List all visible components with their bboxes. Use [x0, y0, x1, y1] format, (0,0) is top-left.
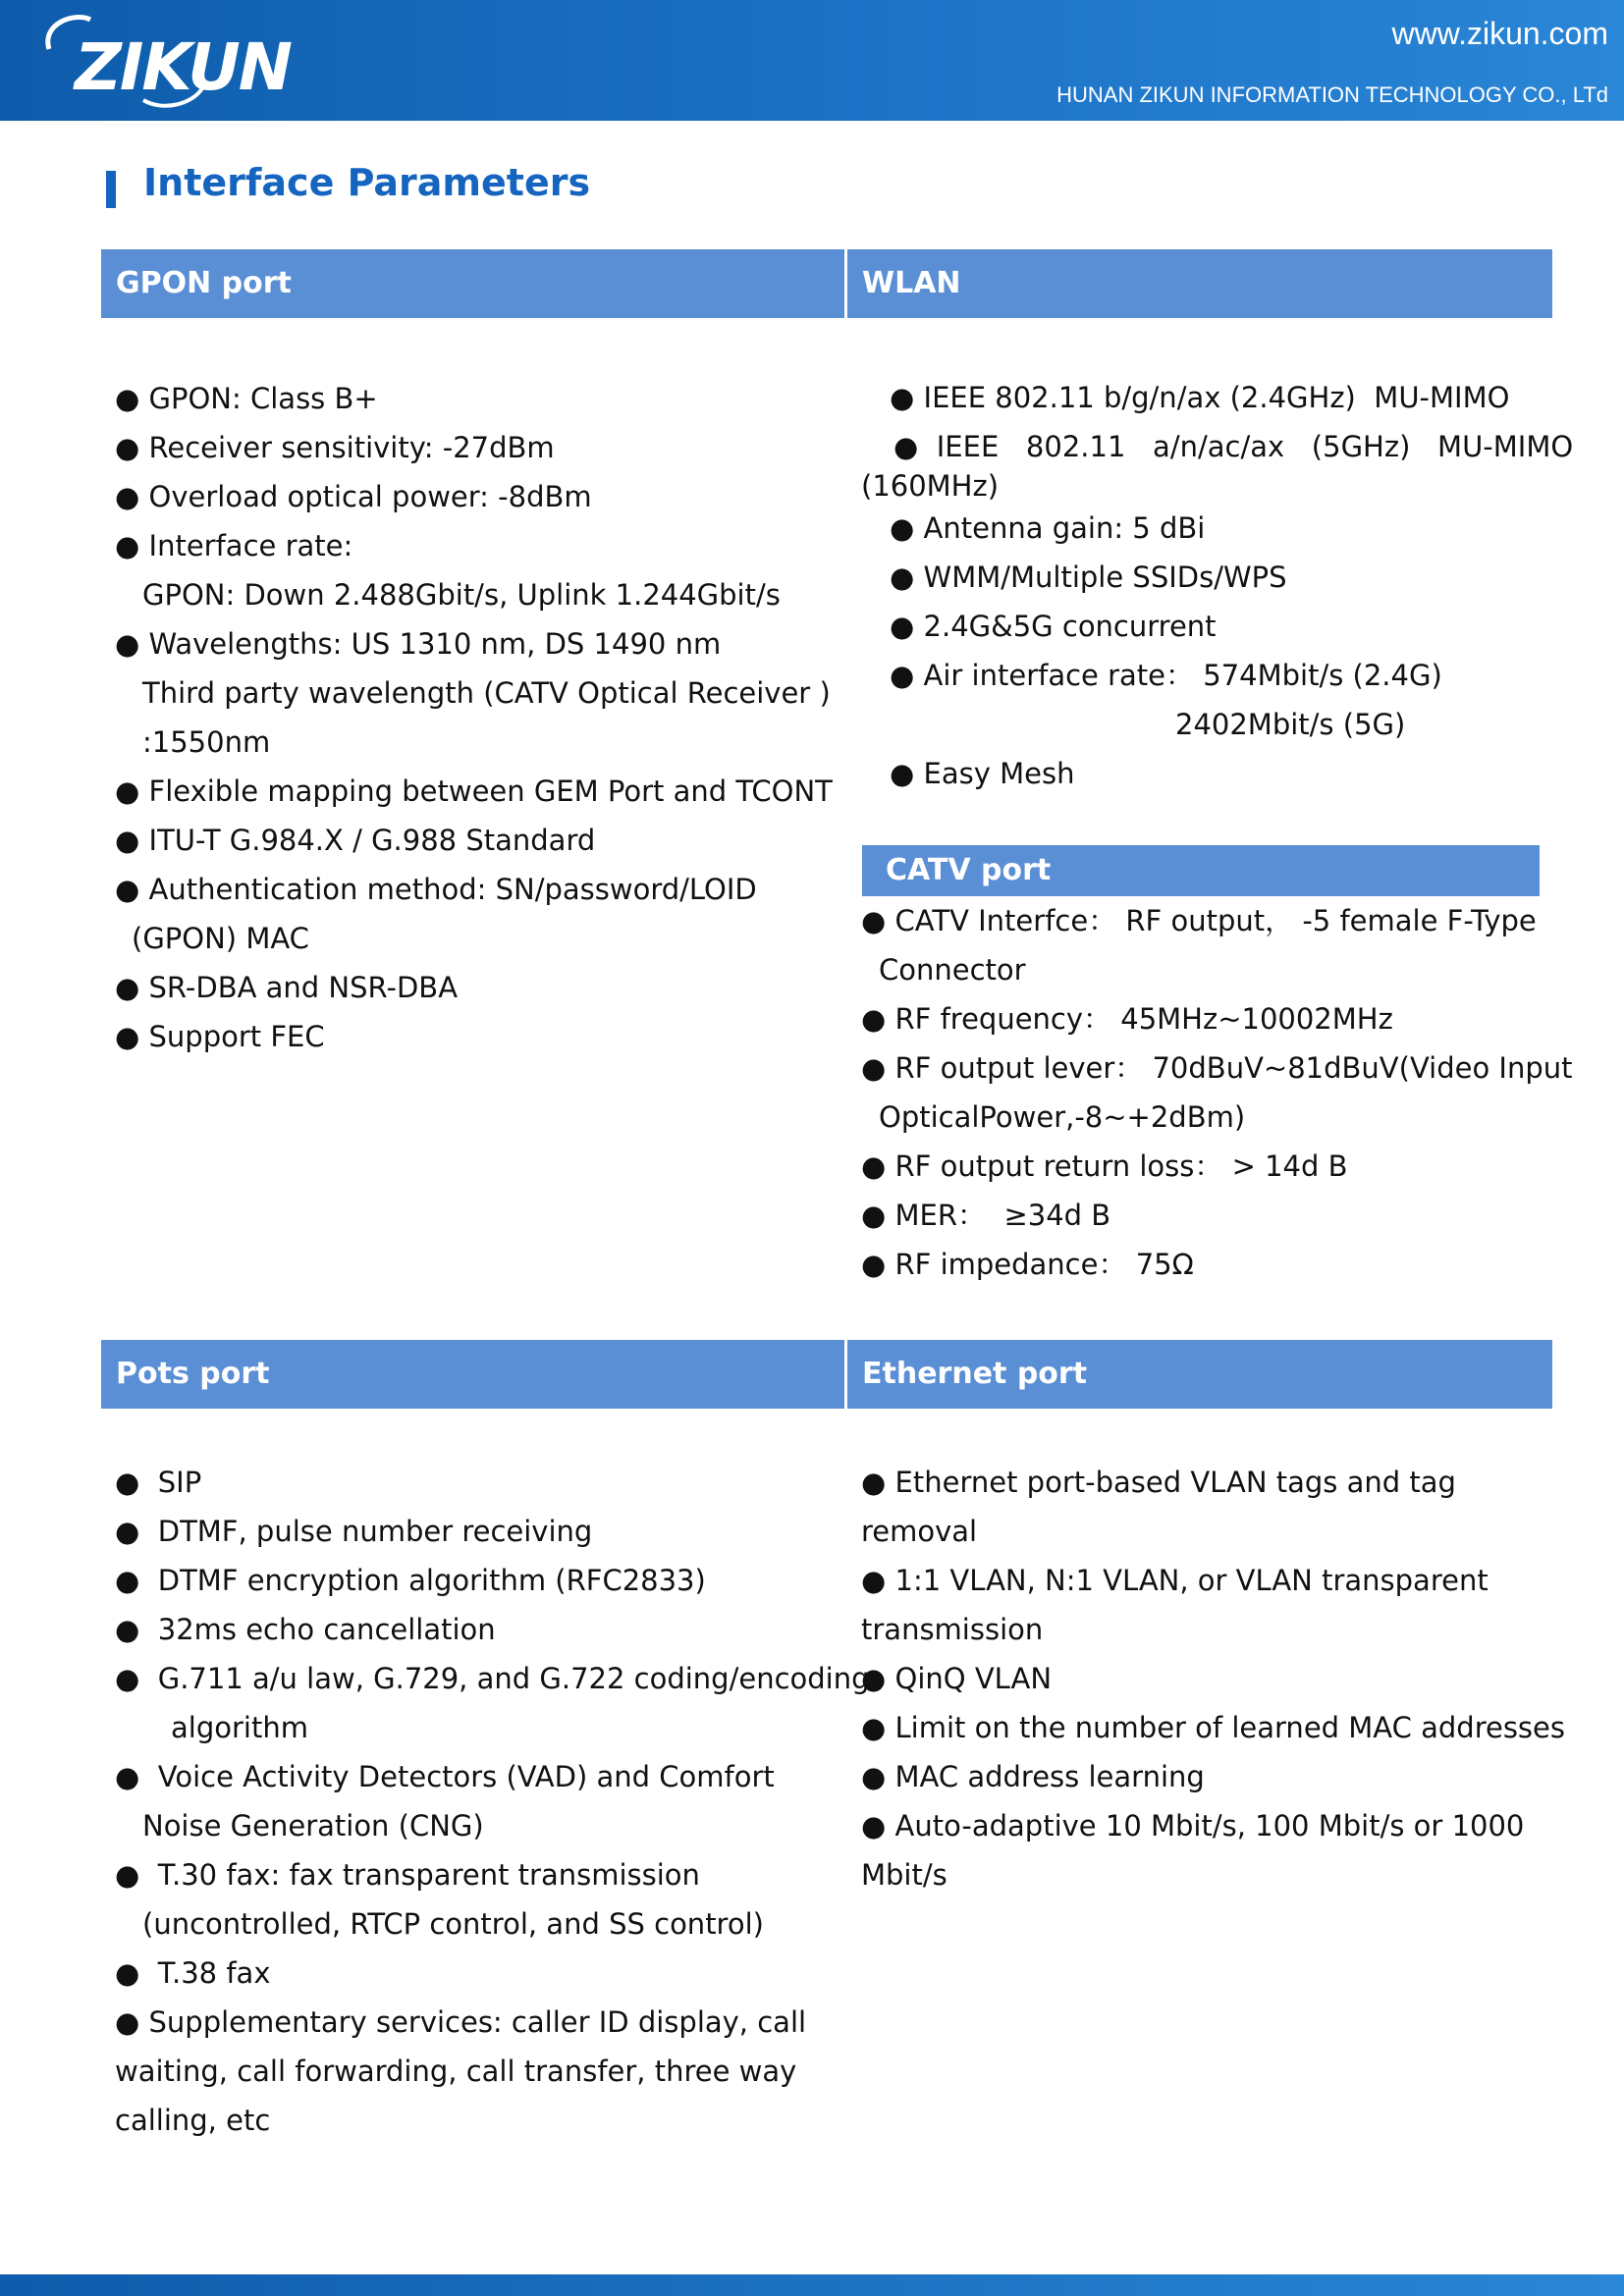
footer-bar: [0, 2274, 1624, 2296]
logo-text: ZIKUN: [75, 29, 292, 105]
ethernet-line: ● Auto-adaptive 10 Mbit/s, 100 Mbit/s or 1000: [861, 1809, 1525, 1842]
catv-line: ● RF output lever： 70dBuV~81dBuV(Video Input: [861, 1051, 1573, 1085]
gpon-line: ● ITU-T G.984.X / G.988 Standard: [115, 824, 596, 857]
wlan-line: 2402Mbit/s (5G): [1175, 708, 1406, 741]
pots-line: ● T.38 fax: [115, 1956, 271, 1990]
gpon-line: ● Interface rate:: [115, 529, 353, 562]
zikun-logo: [35, 10, 292, 116]
gpon-line: :1550nm: [142, 725, 271, 759]
gpon-line: ● Receiver sensitivity: -27dBm: [115, 431, 555, 464]
gpon-line: ● Support FEC: [115, 1020, 325, 1053]
ethernet-line: ● QinQ VLAN: [861, 1662, 1053, 1695]
gpon-line: Third party wavelength (CATV Optical Receiver ): [142, 676, 831, 710]
wlan-line: ● IEEE 802.11 a/n/ac/ax (5GHz) MU-MIMO: [893, 430, 1574, 463]
pots-line: ● SIP: [115, 1466, 202, 1499]
gpon-port-heading: GPON port: [101, 249, 844, 318]
wlan-line: ● Easy Mesh: [890, 757, 1075, 790]
wlan-heading: WLAN: [847, 249, 1552, 318]
gpon-line: (GPON) MAC: [132, 922, 309, 955]
gpon-line: ● Wavelengths: US 1310 nm, DS 1490 nm: [115, 627, 722, 661]
ethernet-line: removal: [861, 1515, 978, 1548]
catv-line: ● MER： ≥34d B: [861, 1199, 1111, 1232]
ethernet-line: transmission: [861, 1613, 1044, 1646]
ethernet-line: ● Ethernet port-based VLAN tags and tag: [861, 1466, 1456, 1499]
ethernet-line: Mbit/s: [861, 1858, 947, 1892]
gpon-line: ● SR-DBA and NSR-DBA: [115, 971, 459, 1004]
catv-line: ● RF frequency： 45MHz~10002MHz: [861, 1002, 1393, 1036]
catv-line: ● RF impedance： 75Ω: [861, 1248, 1194, 1281]
pots-line: calling, etc: [115, 2104, 271, 2137]
gpon-line: ● GPON: Class B+: [115, 382, 378, 415]
pots-line: ● DTMF, pulse number receiving: [115, 1515, 593, 1548]
gpon-line: ● Overload optical power: -8dBm: [115, 480, 592, 513]
gpon-line: ● Authentication method: SN/password/LOID: [115, 873, 757, 906]
pots-port-heading: Pots port: [101, 1340, 844, 1409]
page-title: Interface Parameters: [143, 161, 591, 204]
pots-line: Noise Generation (CNG): [142, 1809, 484, 1842]
ethernet-port-heading: Ethernet port: [847, 1340, 1552, 1409]
ethernet-line: ● Limit on the number of learned MAC addresses: [861, 1711, 1565, 1744]
pots-line: waiting, call forwarding, call transfer, three way: [115, 2055, 797, 2088]
gpon-line: ● Flexible mapping between GEM Port and TCONT: [115, 774, 833, 808]
header-banner: [0, 0, 1624, 121]
wlan-line: ● IEEE 802.11 b/g/n/ax (2.4GHz) MU-MIMO: [890, 381, 1510, 414]
catv-line: ● RF output return loss： > 14d B: [861, 1149, 1348, 1183]
pots-line: ● T.30 fax: fax transparent transmission: [115, 1858, 700, 1892]
ethernet-line: ● MAC address learning: [861, 1760, 1205, 1793]
pots-line: ● Supplementary services: caller ID display, call: [115, 2005, 807, 2039]
catv-line: ● CATV Interfce： RF output， -5 female F-Type: [861, 904, 1537, 937]
pots-line: ● G.711 a/u law, G.729, and G.722 coding/encoding: [115, 1662, 870, 1695]
pots-line: ● Voice Activity Detectors (VAD) and Comfort: [115, 1760, 775, 1793]
catv-line: Connector: [879, 953, 1026, 987]
pots-line: algorithm: [171, 1711, 308, 1744]
ethernet-line: ● 1:1 VLAN, N:1 VLAN, or VLAN transparent: [861, 1564, 1489, 1597]
wlan-line: ● Air interface rate： 574Mbit/s (2.4G): [890, 659, 1442, 692]
company-name: HUNAN ZIKUN INFORMATION TECHNOLOGY CO., LTd: [1056, 82, 1608, 107]
wlan-line: (160MHz): [861, 469, 1000, 503]
pots-line: ● DTMF encryption algorithm (RFC2833): [115, 1564, 706, 1597]
wlan-line: ● 2.4G&5G concurrent: [890, 610, 1217, 643]
gpon-line: GPON: Down 2.488Gbit/s, Uplink 1.244Gbit/s: [142, 578, 781, 612]
pots-line: (uncontrolled, RTCP control, and SS control): [142, 1907, 764, 1941]
website-url[interactable]: www.zikun.com: [1391, 16, 1608, 51]
catv-port-heading: CATV port: [862, 845, 1540, 896]
title-accent-bar: [106, 171, 116, 208]
catv-line: OpticalPower,-8~+2dBm): [879, 1100, 1246, 1134]
pots-line: ● 32ms echo cancellation: [115, 1613, 496, 1646]
wlan-line: ● WMM/Multiple SSIDs/WPS: [890, 561, 1287, 594]
wlan-line: ● Antenna gain: 5 dBi: [890, 511, 1206, 545]
